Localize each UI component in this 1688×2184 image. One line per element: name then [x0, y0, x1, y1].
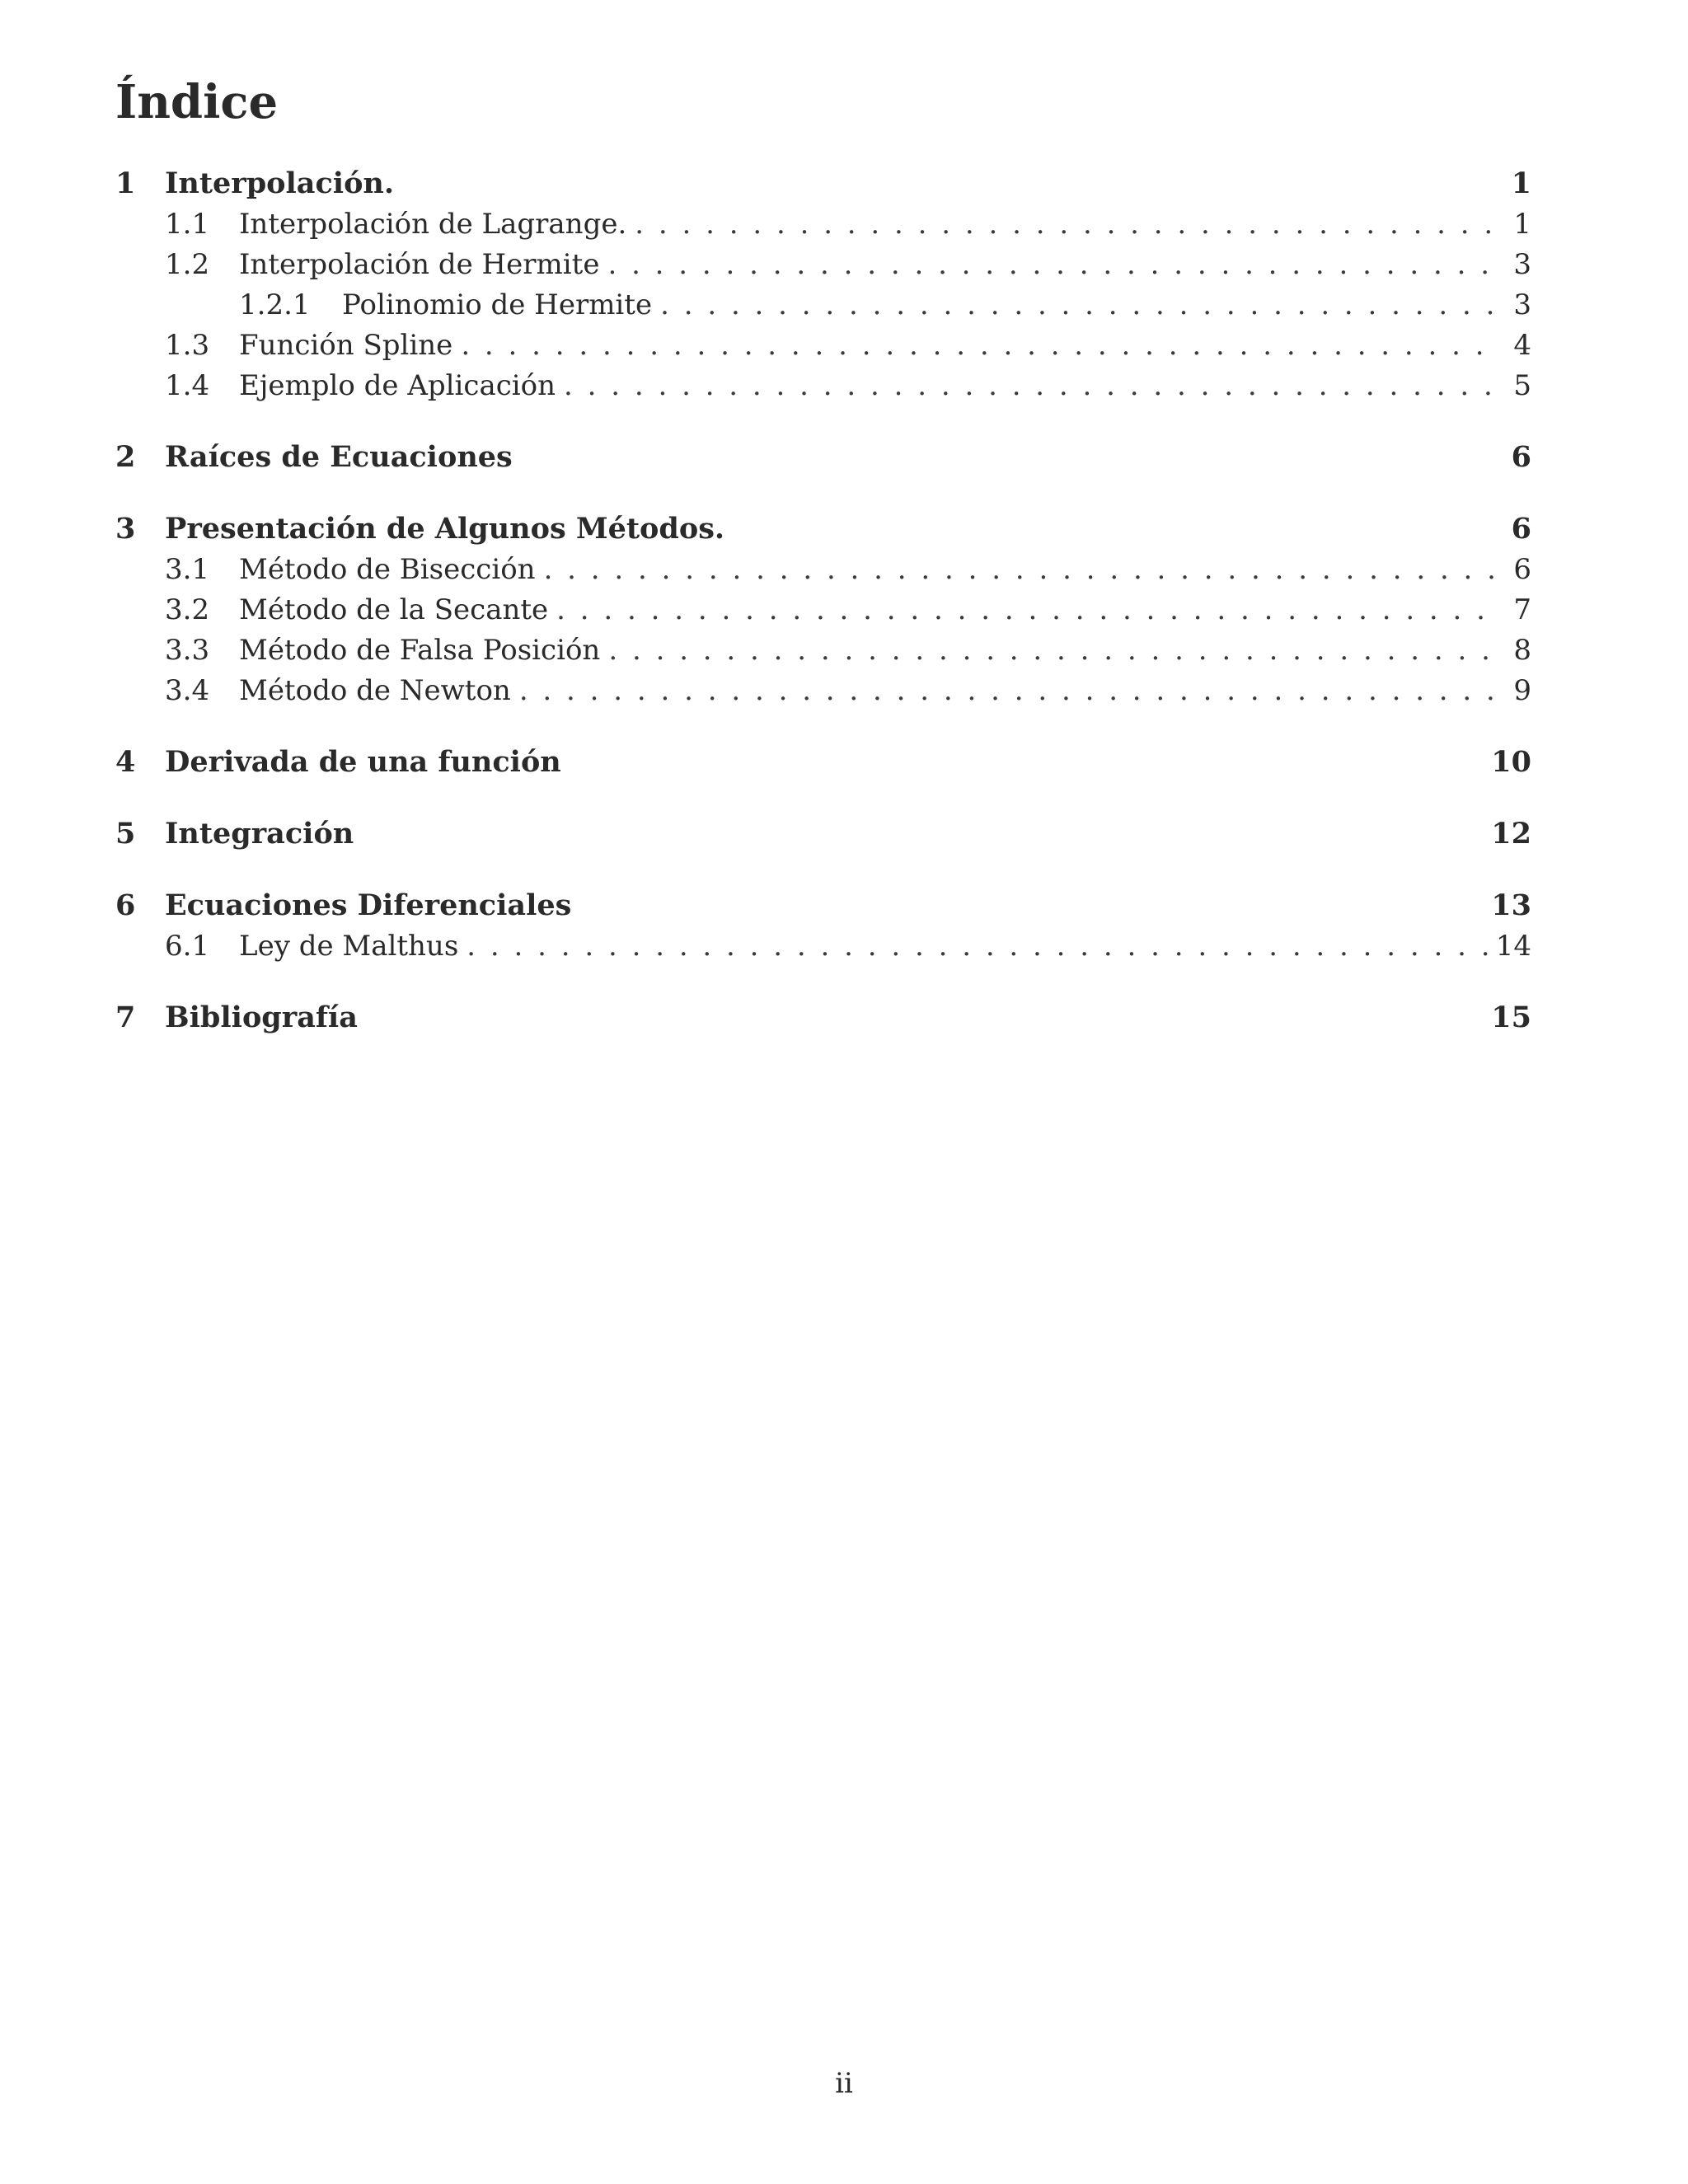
dot-leader [635, 205, 1498, 243]
toc-entry-page: 7 [1513, 593, 1531, 626]
dot-leader [607, 246, 1498, 284]
toc-entry-section-3-4[interactable] [115, 672, 1531, 710]
toc-entry-title: Derivada de una función [165, 745, 561, 779]
toc-entry-number: 1.4 [165, 369, 210, 402]
toc-entry-page: 12 [1491, 817, 1531, 851]
toc-entry-title: Función Spline [239, 329, 453, 362]
toc-entry-chapter-4[interactable] [115, 743, 1531, 781]
toc-entry-section-3-3[interactable] [115, 631, 1531, 669]
toc-entry-page: 1 [1513, 208, 1531, 241]
toc-entry-chapter-1[interactable] [115, 165, 1531, 203]
toc-entry-number: 1.2.1 [239, 288, 311, 321]
toc-entry-number: 7 [115, 1001, 136, 1034]
toc-entry-number: 6.1 [165, 930, 210, 963]
toc-entry-chapter-3[interactable] [115, 510, 1531, 548]
toc-entry-number: 4 [115, 745, 136, 779]
toc-entry-title: Presentación de Algunos Métodos. [165, 512, 725, 546]
toc-entry-section-6-1[interactable] [115, 927, 1531, 965]
toc-entry-page: 1 [1511, 166, 1531, 200]
toc-entry-title: Raíces de Ecuaciones [165, 440, 513, 474]
toc-entry-number: 3 [115, 512, 136, 546]
toc-entry-page: 6 [1511, 440, 1531, 474]
dot-leader [544, 551, 1498, 588]
toc-entry-section-1-2[interactable] [115, 246, 1531, 284]
toc-entry-number: 3.1 [165, 553, 210, 586]
page-title: Índice [115, 75, 279, 129]
toc-entry-page: 14 [1495, 930, 1531, 963]
toc-entry-number: 5 [115, 817, 136, 851]
toc-entry-page: 9 [1513, 674, 1531, 707]
toc-entry-section-1-4[interactable] [115, 367, 1531, 405]
toc-entry-chapter-5[interactable] [115, 815, 1531, 853]
toc-entry-title: Ley de Malthus [239, 930, 459, 963]
toc-entry-section-1-1[interactable] [115, 205, 1531, 243]
toc-entry-chapter-6[interactable] [115, 887, 1531, 925]
toc-entry-page: 15 [1491, 1001, 1531, 1034]
toc-entry-number: 2 [115, 440, 136, 474]
toc-entry-number: 6 [115, 888, 136, 922]
toc-entry-title: Ejemplo de Aplicación [239, 369, 556, 402]
toc-entry-title: Ecuaciones Diferenciales [165, 888, 572, 922]
dot-leader [461, 326, 1498, 364]
toc-entry-page: 6 [1513, 553, 1531, 586]
toc-entry-title: Método de Newton [239, 674, 511, 707]
toc-entry-title: Método de la Secante [239, 593, 549, 626]
dot-leader [608, 631, 1498, 669]
toc-entry-page: 10 [1491, 745, 1531, 779]
toc-entry-subsection-1-2-1[interactable] [115, 286, 1531, 324]
toc-entry-page: 5 [1513, 369, 1531, 402]
toc-entry-title: Integración [165, 817, 354, 851]
toc-entry-number: 1.2 [165, 248, 210, 281]
toc-entry-number: 3.3 [165, 634, 210, 667]
toc-entry-title: Método de Bisección [239, 553, 536, 586]
toc-entry-number: 1.3 [165, 329, 210, 362]
toc-entry-page: 13 [1491, 888, 1531, 922]
toc-entry-title: Interpolación. [165, 166, 395, 200]
toc-entry-title: Método de Falsa Posición [239, 634, 601, 667]
toc-entry-number: 3.4 [165, 674, 210, 707]
toc-entry-section-1-3[interactable] [115, 326, 1531, 364]
dot-leader [467, 927, 1495, 965]
dot-leader [564, 367, 1498, 405]
toc-entry-page: 3 [1513, 248, 1531, 281]
toc-entry-page: 8 [1513, 634, 1531, 667]
dot-leader [660, 286, 1498, 324]
toc-entry-number: 1.1 [165, 208, 210, 241]
toc-entry-chapter-2[interactable] [115, 438, 1531, 476]
toc-entry-chapter-7[interactable] [115, 999, 1531, 1037]
toc-entry-number: 1 [115, 166, 136, 200]
toc-entry-title: Polinomio de Hermite [342, 288, 653, 321]
toc-entry-title: Bibliografía [165, 1001, 358, 1034]
toc-entry-title: Interpolación de Lagrange. [239, 208, 627, 241]
toc-entry-page: 4 [1513, 329, 1531, 362]
toc-entry-title: Interpolación de Hermite [239, 248, 600, 281]
toc-entry-section-3-2[interactable] [115, 591, 1531, 629]
toc-entry-page: 6 [1511, 512, 1531, 546]
dot-leader [519, 672, 1498, 710]
toc-entry-section-3-1[interactable] [115, 551, 1531, 588]
toc-entry-number: 3.2 [165, 593, 210, 626]
dot-leader [556, 591, 1498, 629]
page-number: ii [835, 2067, 853, 2100]
toc-entry-page: 3 [1513, 288, 1531, 321]
